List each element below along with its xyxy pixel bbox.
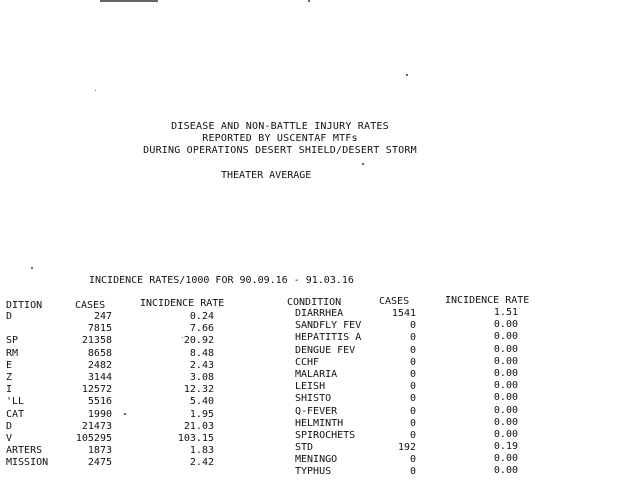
right-row-cases: 0 (409, 405, 416, 417)
left-row-condition: CAT (6, 408, 25, 420)
left-header-rate: INCIDENCE RATE (140, 298, 225, 309)
right-row-condition: MENINGO (295, 454, 338, 466)
left-header-condition: DITION (6, 300, 43, 311)
left-row-rate: 3.08 (189, 371, 214, 383)
right-row-condition: STD (295, 442, 314, 454)
left-row-condition (6, 323, 66, 335)
left-row-cases: 2475 (87, 457, 112, 469)
right-row-rate: 1.51 (493, 307, 518, 318)
left-row-cases: 7815 (87, 323, 112, 335)
left-row-condition: D (6, 311, 13, 322)
right-row-cases: 0 (409, 417, 416, 429)
scan-speck (95, 90, 96, 91)
right-header-rate: INCIDENCE RATE (445, 295, 530, 306)
right-row-cases: 0 (409, 344, 416, 356)
scan-speck (308, 0, 310, 2)
left-row-rate: 8.48 (189, 347, 214, 359)
right-row-rate: 0.00 (493, 428, 518, 440)
right-row-condition: Q-FEVER (295, 405, 338, 417)
left-row-condition: E (6, 359, 13, 371)
left-row-rate: 103.15 (177, 432, 214, 444)
report-title-line-1: DISEASE AND NON-BATTLE INJURY RATES (171, 121, 389, 132)
left-row-condition: I (6, 384, 13, 396)
right-row-cases: 0 (409, 454, 416, 466)
right-row-rate: 0.00 (493, 392, 518, 404)
right-row-rate: 0.00 (493, 319, 518, 331)
right-row-condition: DENGUE FEV (295, 344, 356, 356)
right-row-rate: 0.00 (493, 404, 518, 416)
left-row-rate: 2.42 (189, 457, 214, 469)
left-row-cases: 2482 (87, 359, 112, 371)
left-row-condition: Z (6, 371, 13, 383)
right-row-cases: 0 (409, 332, 416, 344)
period-label: INCIDENCE RATES/1000 FOR 90.09.16 - 91.03.16 (89, 275, 354, 286)
left-row-condition: 'LL (6, 396, 25, 408)
right-row-condition: LEISH (295, 381, 326, 393)
right-row-cases: 0 (409, 429, 416, 441)
left-row-rate: 1.83 (189, 445, 214, 457)
right-row-cases: 192 (397, 442, 416, 454)
right-row-condition: HELMINTH (295, 417, 344, 429)
right-row-condition: SANDFLY FEV (295, 320, 362, 332)
left-row-cases: 21358 (81, 335, 112, 347)
left-condition-column (6, 311, 66, 469)
right-row-rate: 0.00 (493, 343, 518, 355)
left-row-condition: SP (6, 335, 19, 347)
left-header-cases: CASES (75, 300, 106, 311)
right-row-rate: 0.00 (493, 367, 518, 379)
right-row-rate: 0.00 (493, 416, 518, 428)
scan-speck (362, 163, 364, 165)
left-row-rate: 5.40 (189, 396, 214, 408)
left-row-cases: 12572 (81, 384, 112, 396)
right-row-cases: 0 (409, 393, 416, 405)
left-row-rate: 20.92 (183, 335, 214, 347)
left-row-cases: 3144 (87, 371, 112, 383)
left-row-rate: 0.24 (189, 311, 214, 322)
right-row-cases: 0 (409, 356, 416, 368)
right-row-rate: 0.00 (493, 331, 518, 343)
report-title-line-2: REPORTED BY USCENTAF MTFs (202, 133, 358, 144)
right-row-condition: CCHF (295, 356, 320, 368)
right-condition-column (295, 308, 385, 479)
left-row-condition: D (6, 420, 13, 432)
left-row-rate: 7.66 (189, 323, 214, 335)
left-row-cases: 8658 (87, 347, 112, 359)
right-rate-column (470, 307, 518, 478)
scan-speck (406, 74, 408, 76)
scan-speck (31, 267, 33, 269)
left-row-cases: 1873 (87, 445, 112, 457)
scan-speck (124, 413, 126, 415)
right-row-rate: 0.00 (493, 380, 518, 392)
left-row-cases: 105295 (75, 432, 112, 444)
left-row-rate: 1.95 (189, 408, 214, 420)
right-row-cases: 0 (409, 320, 416, 332)
right-row-rate: 0.00 (493, 355, 518, 367)
right-row-condition: MALARIA (295, 368, 338, 380)
right-row-condition: SHISTO (295, 393, 332, 405)
left-row-cases: 247 (93, 311, 112, 322)
right-header-cases: CASES (379, 296, 410, 307)
right-row-condition: DIARRHEA (295, 308, 344, 319)
scan-artifact (100, 0, 158, 2)
right-row-rate: 0.00 (493, 453, 518, 465)
right-row-cases: 0 (409, 381, 416, 393)
right-row-rate: 0.00 (493, 465, 518, 477)
left-row-cases: 5516 (87, 396, 112, 408)
left-row-rate: 2.43 (189, 359, 214, 371)
left-row-rate: 12.32 (183, 384, 214, 396)
report-title-line-3: DURING OPERATIONS DESERT SHIELD/DESERT STORM (143, 145, 417, 156)
right-row-cases: 0 (409, 466, 416, 478)
right-row-cases: 1541 (391, 308, 416, 319)
right-row-condition: HEPATITIS A (295, 332, 362, 344)
right-header-condition: CONDITION (287, 297, 342, 308)
right-row-condition: TYPHUS (295, 466, 332, 478)
left-row-cases: 1990 (87, 408, 112, 420)
left-row-condition: MISSION (6, 457, 49, 469)
left-row-condition: ARTERS (6, 445, 43, 457)
left-rate-column (160, 311, 214, 469)
right-row-condition: SPIROCHETS (295, 429, 356, 441)
right-cases-column (380, 308, 416, 479)
left-row-cases: 21473 (81, 420, 112, 432)
right-row-rate: 0.19 (493, 441, 518, 453)
left-row-rate: 21.03 (183, 420, 214, 432)
left-row-condition: V (6, 432, 13, 444)
left-cases-column (60, 311, 112, 469)
right-row-cases: 0 (409, 368, 416, 380)
report-subtitle: THEATER AVERAGE (221, 170, 312, 181)
left-row-condition: RM (6, 347, 19, 359)
